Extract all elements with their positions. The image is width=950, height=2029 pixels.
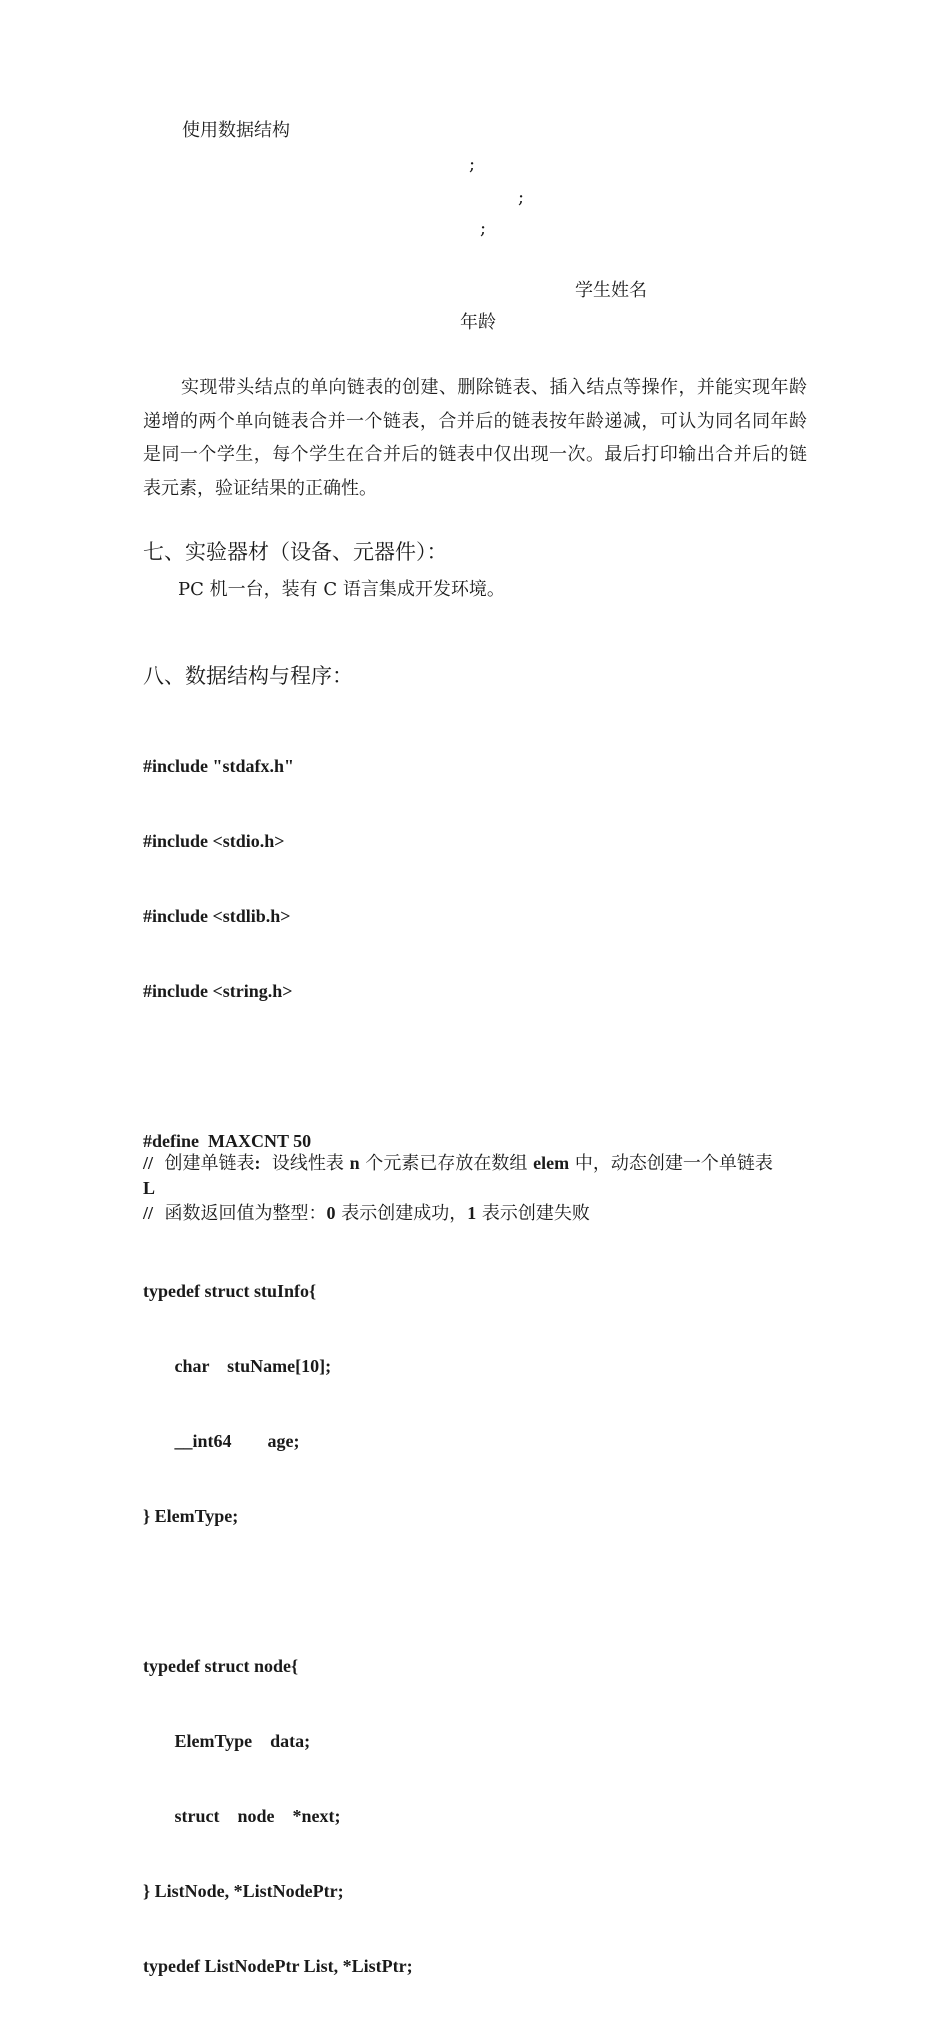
intro-line: 使用数据结构 <box>182 120 290 141</box>
comment-text: 表示创建失败 <box>476 1203 590 1224</box>
semicolon-3: ; <box>480 218 487 239</box>
code-line: } ListNode, *ListNodePtr; <box>143 1881 344 1901</box>
code-line: #define MAXCNT 50 <box>143 1131 312 1151</box>
comment-line-1 <box>143 1151 773 1176</box>
code-line: typedef struct stuInfo{ <box>143 1281 317 1301</box>
comment-text: L <box>143 1178 156 1198</box>
code-line: #include <string.h> <box>143 981 293 1001</box>
code-line: char stuName[10]; <box>143 1356 332 1376</box>
comment-text: 表示创建成功， <box>335 1203 468 1224</box>
semicolon-1: ; <box>469 154 476 175</box>
label-student-name: 学生姓名 <box>575 280 647 301</box>
code-line: ElemType data; <box>143 1731 311 1751</box>
comment-text: 函数返回值为整型： <box>153 1203 327 1224</box>
semicolon-2: ; <box>518 187 525 208</box>
code-line: typedef ListNodePtr List, *ListPtr; <box>143 1956 413 1976</box>
comment-text: 设线性表 <box>260 1153 350 1174</box>
comment-text: : <box>254 1153 261 1173</box>
code-line: #include <stdlib.h> <box>143 906 291 926</box>
comment-text: elem <box>533 1153 570 1173</box>
comment-text: n <box>349 1153 360 1173</box>
label-age: 年龄 <box>460 312 496 333</box>
code-line <box>143 1054 413 1079</box>
comment-prefix: // <box>143 1203 154 1223</box>
section-8-heading: 八、数据结构与程序： <box>143 664 353 688</box>
code-block <box>143 704 413 2029</box>
code-line: struct node *next; <box>143 1806 341 1826</box>
code-line: } ElemType; <box>143 1506 239 1526</box>
comment-text: 个元素已存放在数组 <box>359 1153 534 1174</box>
code-line: typedef struct node{ <box>143 1656 299 1676</box>
description-paragraph: 实现带头结点的单向链表的创建、删除链表、插入结点等操作，并能实现年龄递增的两个单向链表合并一个链表，合并后的链表按年龄递减，可认为同名同年龄是同一个学生，每个学生在合并后的链表中仅出现一次。最后打印输出合并后的链表元素，验证结果的正确性。 <box>143 377 807 499</box>
code-line: __int64 age; <box>143 1431 300 1451</box>
comment-text: 创建单链表 <box>153 1153 255 1174</box>
code-line: #include "stdafx.h" <box>143 756 295 776</box>
comment-line-2 <box>143 1201 590 1226</box>
code-line: #include <stdio.h> <box>143 831 285 851</box>
section-7-heading: 七、实验器材（设备、元器件）： <box>143 540 448 564</box>
comment-text: 中，动态创建一个单链表 <box>569 1153 773 1174</box>
comment-text: 1 <box>467 1203 477 1223</box>
section-7-text: PC 机一台，装有 C 语言集成开发环境。 <box>178 579 505 600</box>
code-line <box>143 1579 413 1604</box>
comment-prefix: // <box>143 1153 154 1173</box>
comment-text: 0 <box>326 1203 336 1223</box>
comment-line-1-wrap <box>143 1176 155 1201</box>
